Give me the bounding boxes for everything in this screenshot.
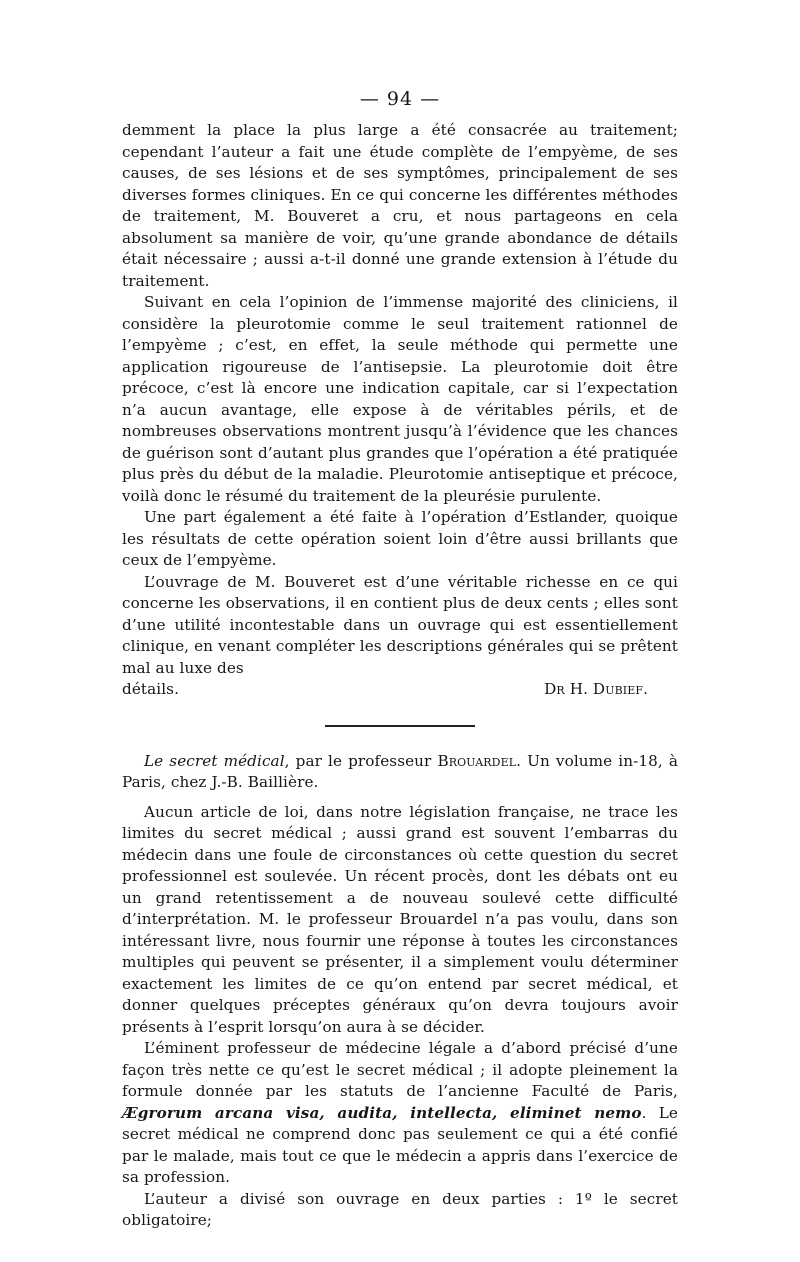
latin-quote: Ægrorum arcana visa, audita, intellecta, eliminet nemo — [122, 1103, 642, 1122]
page — [122, 88, 678, 1232]
paragraph: Aucun article de loi, dans notre législation française, ne trace les limites du secret médical ; aussi grand est souvent l’embarras du médecin dans une foule de circonstances où cette question du secret professionnel est soulevée. Un récent procès, dont les débats ont eu un grand retentissement a de nouveau soulevé cette difficulté d’interprétation. M. le professeur Brouardel n’a pas voulu, dans son intéressant livre, nous fournir une réponse à toutes les circonstances multiples qui peuvent se présenter, il a simplement voulu déterminer exactement les limites de ce qu’on entend par secret médical, et donner quelques préceptes généraux qu’on devra toujours avoir présents à l’esprit lorsqu’on aura à se décider. — [122, 802, 678, 1036]
paragraph: L’ouvrage de M. Bouveret est d’une véritable richesse en ce qui concerne les observations, il en contient plus de deux cents ; elles sont d’une utilité incontestable dans un ouvrage qui est essentiellement clinique, en venant compléter les descriptions générales qui se prêtent mal au luxe des — [122, 572, 678, 677]
signature-line — [122, 679, 678, 701]
book-author: Brouardel — [437, 751, 517, 770]
paragraph — [122, 1038, 678, 1189]
ref-text: . Un volume in-18, à Paris, chez J.-B. Baillière. — [122, 751, 678, 791]
signature: Dr H. Dubief. — [544, 680, 648, 698]
paragraph: Suivant en cela l’opinion de l’immense majorité des cliniciens, il considère la pleurotomie comme le seul traitement rationnel de l’empyème ; c’est, en effet, la seule méthode qui permette une application rigoureuse de l’antisepsie. La pleurotomie doit être précoce, c’est là encore une indication capitale, car si l’expectation n’a aucun avantage, elle expose à de véritables périls, et de nombreuses observations montrent jusqu’à l’évidence que les chances de guérison sont d’autant plus grandes que l’opération a été pratiquée plus près du début de la maladie. Pleurotomie antiseptique et précoce, voilà donc le résumé du traitement de la pleurésie purulente. — [122, 293, 678, 505]
text: L’éminent professeur de médecine légale a d’abord précisé d’une façon très nette ce qu’est le secret médical ; il adopte pleinement la formule donnée par les statuts de l’ancienne Faculté de Paris, — [122, 1039, 678, 1100]
page-number: — 94 — — [359, 88, 441, 110]
book-reference — [122, 751, 678, 794]
paragraph: demment la place la plus large a été consacrée au traitement; cependant l’auteur a fait une étude complète de l’empyème, de ses causes, de ses lésions et de ses symptômes, principalement de ses diverses formes cliniques. En ce qui concerne les différentes méthodes de traitement, M. Bouveret a cru, et nous partageons en cela absolument sa manière de voir, qu’une grande abondance de détails était nécessaire ; aussi a-t-il donné une grande extension à l’étude du traitement. — [122, 121, 678, 290]
paragraph: L’auteur a divisé son ouvrage en deux parties : 1º le secret obligatoire; — [122, 1189, 678, 1229]
text: . Le secret médical ne comprend donc pas seulement ce qui a été confié par le malade, mais tout ce que le médecin a appris dans l’exercice de sa profession. — [122, 1103, 678, 1186]
ref-text: , par le professeur — [284, 751, 438, 770]
paragraph-end: détails. — [122, 680, 180, 698]
review-bouveret — [122, 120, 678, 701]
review-brouardel — [122, 751, 678, 1232]
paragraph: Une part également a été faite à l’opération d’Estlander, quoique les résultats de cette opération soient loin d’être aussi brillants que ceux de l’empyème. — [122, 508, 678, 569]
book-title: Le secret médical — [144, 751, 285, 770]
section-divider — [325, 725, 475, 727]
